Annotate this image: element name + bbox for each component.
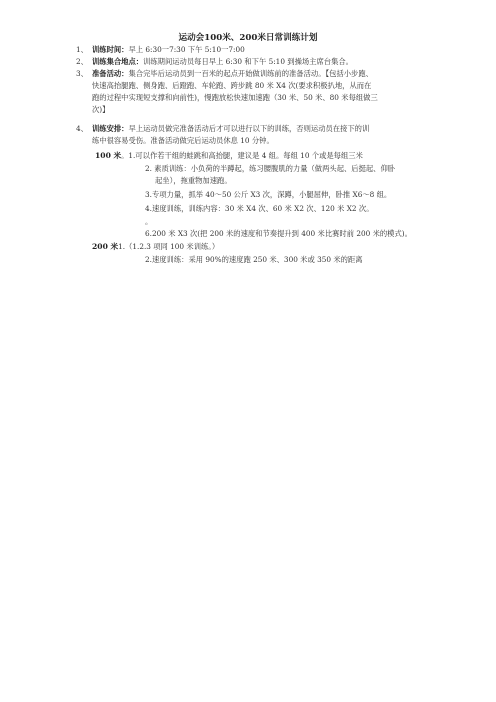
m100-line: 。 bbox=[145, 217, 153, 226]
item-number: 4、 bbox=[76, 124, 88, 133]
warmup-line bbox=[92, 69, 373, 79]
warmup-line: 跑的过程中实现短支撑和向前性)，慢跑放松快速加速跑（30 米、50 米、80 米每组做三 bbox=[92, 93, 378, 102]
item-label: 训练安排： bbox=[92, 124, 129, 133]
m200-label: 200 米 bbox=[92, 242, 119, 251]
m200-line bbox=[92, 242, 219, 252]
warmup-line: 次)】 bbox=[92, 105, 110, 114]
item-number: 2、 bbox=[76, 57, 88, 66]
m200-text: 1.（1.2.3 项同 100 米训练。） bbox=[118, 242, 220, 251]
m100-line: 2. 素质训练：小负荷的半蹲起，练习腰腹肌的力量（做两头起、后挺起、仰卧 bbox=[145, 164, 396, 173]
gathering-place bbox=[92, 57, 353, 67]
item-text: 训练期间运动员每日早上 6:30 和下午 5:10 到操场主席台集合。 bbox=[143, 57, 353, 66]
page-title: 运动会100米、200米日常训练计划 bbox=[178, 33, 318, 43]
item-text: 早上 6:30一7:30 下午 5:10一7:00 bbox=[128, 45, 245, 54]
m100-text: 。1.可以作若干组的蛙跳和高抬腿，建议是 4 组。每组 10 个或是每组三米 bbox=[121, 151, 363, 160]
m100-line: 3.专项力量，抓举 40～50 公斤 X3 次，深蹲，小腿屈伸，卧推 X6～8 组。 bbox=[145, 190, 392, 199]
item-text: 早上运动员做完准备活动后才可以进行以下的训练，否则运动员在接下的训 bbox=[128, 124, 370, 133]
m100-line: 4.速度训练，训练内容：30 米 X4 次、60 米 X2 次、120 米 X2 次。 bbox=[145, 204, 374, 213]
item-number: 1、 bbox=[76, 45, 88, 54]
schedule-line bbox=[92, 124, 369, 134]
training-time bbox=[92, 45, 245, 55]
warmup-line: 快速高抬腿跑、侧身跑、后蹬跑、车轮跑、跨步跳 80 米 X4 次(要求积极扒地，从而在 bbox=[92, 81, 372, 90]
item-label: 训练集合地点： bbox=[92, 57, 144, 66]
item-label: 训练时间： bbox=[92, 45, 129, 54]
m100-line: 起坐），拖重物加速跑。 bbox=[155, 176, 232, 185]
item-number: 3、 bbox=[76, 69, 88, 78]
item-label: 准备活动： bbox=[92, 69, 129, 78]
m100-line: 6.200 米 X3 次(把 200 米的速度和节奏提升到 400 米比赛时前 200 米的模式)。 bbox=[145, 229, 412, 238]
m200-line: 2.速度训练：采用 90%的速度跑 250 米、300 米或 350 米的距离 bbox=[145, 255, 363, 264]
m100-line bbox=[95, 151, 363, 161]
schedule-line: 练中很容易受伤。准备活动做完后运动员休息 10 分钟。 bbox=[92, 136, 274, 145]
m100-label: 100 米 bbox=[95, 151, 122, 160]
item-text: 集合完毕后运动员到一百米的起点开始做训练前的准备活动。【包括小步跑、 bbox=[128, 69, 373, 78]
